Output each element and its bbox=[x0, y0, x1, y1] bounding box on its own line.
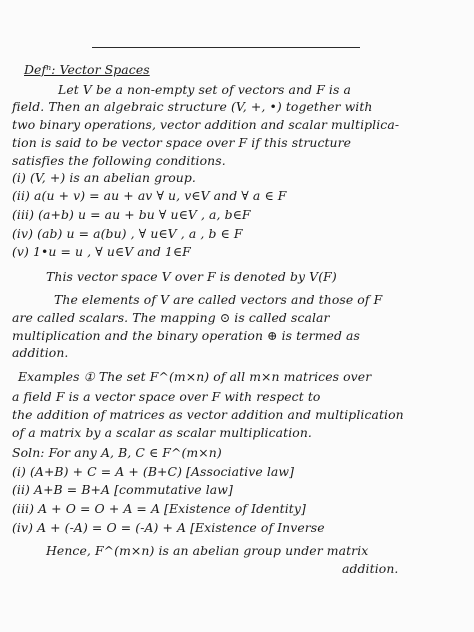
text-line: This vector space V over F is denoted by V(F) bbox=[46, 269, 337, 284]
text-line: addition. bbox=[12, 345, 69, 360]
text-line: two binary operations, vector addition and scalar multiplica- bbox=[12, 117, 400, 132]
condition-line: (iii) (a+b) u = au + bu ∀ u∈V , a, b∈F bbox=[12, 207, 251, 222]
text-line: multiplication and the binary operation ⊕ is termed as bbox=[12, 328, 360, 343]
proof-line: (iii) A + O = O + A = A [Existence of Identity] bbox=[12, 501, 306, 516]
condition-line: (v) 1•u = u , ∀ u∈V and 1∈F bbox=[12, 244, 191, 259]
text-line: tion is said to be vector space over F if this structure bbox=[12, 135, 352, 150]
solution-line: Soln: For any A, B, C ∈ F^(m×n) bbox=[12, 445, 222, 460]
condition-line: (iv) (ab) u = a(bu) , ∀ u∈V , a , b ∈ F bbox=[12, 226, 243, 241]
proof-line: (i) (A+B) + C = A + (B+C) [Associative law] bbox=[12, 464, 295, 479]
top-rule-line bbox=[92, 47, 360, 48]
conclusion-line: addition. bbox=[342, 561, 399, 576]
condition-line: (ii) a(u + v) = au + av ∀ u, v∈V and ∀ a ∈ F bbox=[12, 188, 287, 203]
proof-line: (iv) A + (-A) = O = (-A) + A [Existence of Inverse bbox=[12, 520, 325, 535]
text-line: a field F is a vector space over F with respect to bbox=[12, 389, 321, 404]
text-line: Let V be a non-empty set of vectors and F is a bbox=[58, 82, 351, 97]
text-line: The elements of V are called vectors and those of F bbox=[54, 292, 383, 307]
definition-heading: Defⁿ: Vector Spaces bbox=[24, 62, 150, 77]
conclusion-line: Hence, F^(m×n) is an abelian group under matrix bbox=[46, 543, 369, 558]
text-line: of a matrix by a scalar as scalar multiplication. bbox=[12, 425, 312, 440]
text-line: satisfies the following conditions. bbox=[12, 153, 226, 168]
condition-line: (i) (V, +) is an abelian group. bbox=[12, 170, 196, 185]
text-line: field. Then an algebraic structure (V, +, •) together with bbox=[12, 99, 373, 114]
text-line: are called scalars. The mapping ⊙ is called scalar bbox=[12, 310, 330, 325]
proof-line: (ii) A+B = B+A [commutative law] bbox=[12, 482, 233, 497]
text-line: the addition of matrices as vector addition and multiplication bbox=[12, 407, 404, 422]
example-line: Examples ① The set F^(m×n) of all m×n matrices over bbox=[18, 369, 372, 384]
